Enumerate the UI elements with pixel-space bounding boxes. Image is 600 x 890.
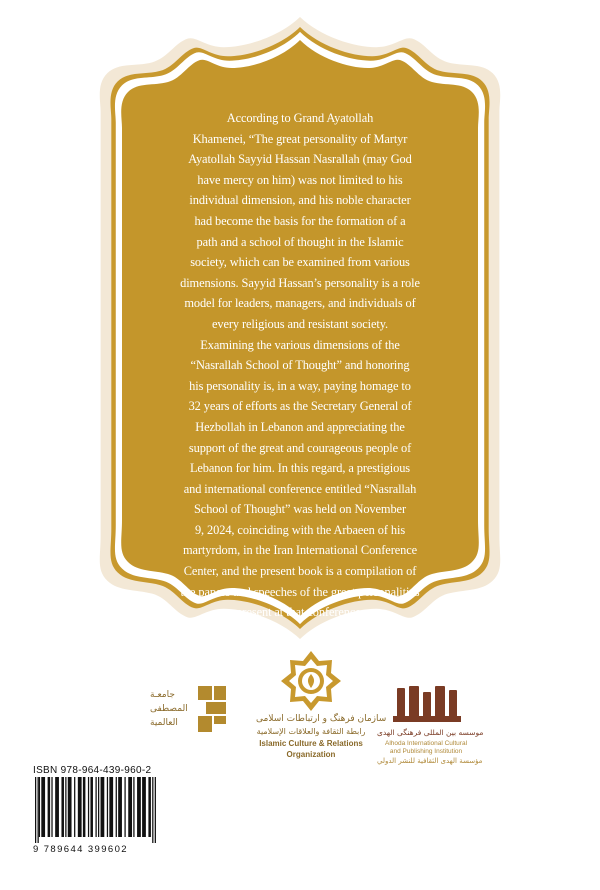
blurb-line: present at that conference. [236,605,364,620]
blurb-line: Ayatollah Sayyid Hassan Nasrallah (may God [188,152,412,167]
blurb-line: and international conference entitled “Nasrallah [183,481,417,496]
mustafa-ar-line2: المصطفى [150,704,188,714]
isbn-barcode-block [33,765,163,857]
back-cover-blurb [155,108,445,623]
alhoda-english-name-line2: and Publishing Institution [389,748,463,755]
blurb-line: Center, and the present book is a compilation of [183,564,417,579]
blurb-line: the papers and speeches of the great personalities [180,584,420,599]
blurb-line: have mercy on him) was not limited to his [197,172,403,187]
blurb-line: Khamenei, “The great personality of Martyr [192,131,408,146]
blurb-line: School of Thought” was held on November [194,502,406,517]
emblem-seal-icon [256,650,366,712]
blurb-line: support of the great and courageous people of [188,440,412,455]
alhoda-english-name-line1: Alhoda International Cultural [384,740,468,747]
icro-english-name-line1: Islamic Culture & Relations [259,739,363,748]
blurb-line: every religious and resistant society. [211,316,389,331]
alhoda-calligraphy-icon [377,682,475,726]
barcode-icon [33,777,163,843]
blurb-line: 32 years of efforts as the Secretary General of [188,399,412,414]
mustafa-ar-line3: العالمية [150,718,178,728]
icro-persian-name: سازمان فرهنگ و ارتباطات اسلامی [256,714,387,724]
blurb-line: Hezbollah in Lebanon and appreciating the [195,419,405,434]
blurb-line: had become the basis for the formation of a [194,213,406,228]
blurb-line: dimensions. Sayyid Hassan’s personality is a role [180,275,420,290]
alhoda-persian-name: موسسه بین المللی فرهنگی الهدی [377,728,484,737]
blurb-line: Examining the various dimensions of the [200,337,400,352]
icro-logo [256,650,387,760]
blurb-line: Lebanon for him. In this regard, a prestigious [189,461,411,476]
alhoda-logo [377,682,484,772]
blurb-line: individual dimension, and his noble character [189,193,411,208]
blurb-line: According to Grand Ayatollah [226,111,374,125]
blurb-line: path and a school of thought in the Islamic [196,234,404,249]
icro-english-name-line2: Organization [286,750,336,759]
alhoda-arabic-name: مؤسسة الهدى الثقافية للنشر الدولي [377,757,483,765]
blurb-line: “Nasrallah School of Thought” and honoring [190,358,410,373]
mustafa-ar-line1: جامعـة [150,690,175,700]
isbn-label: ISBN 978-964-439-960-2 [33,765,152,776]
icro-arabic-name: رابطة الثقافة والعلاقات الإسلامية [256,727,366,736]
blurb-line: martyrdom, in the Iran International Conference [182,543,418,558]
isbn-digits: 9 789644 399602 [33,844,128,855]
mustafa-university-logo [150,682,230,738]
blurb-line: model for leaders, managers, and individuals of [184,296,416,311]
blurb-line: society, which can be examined from various [190,255,410,270]
blurb-line: his personality is, in a way, paying homage to [189,378,411,393]
blurb-line: 9, 2024, coinciding with the Arbaeen of his [194,522,406,537]
